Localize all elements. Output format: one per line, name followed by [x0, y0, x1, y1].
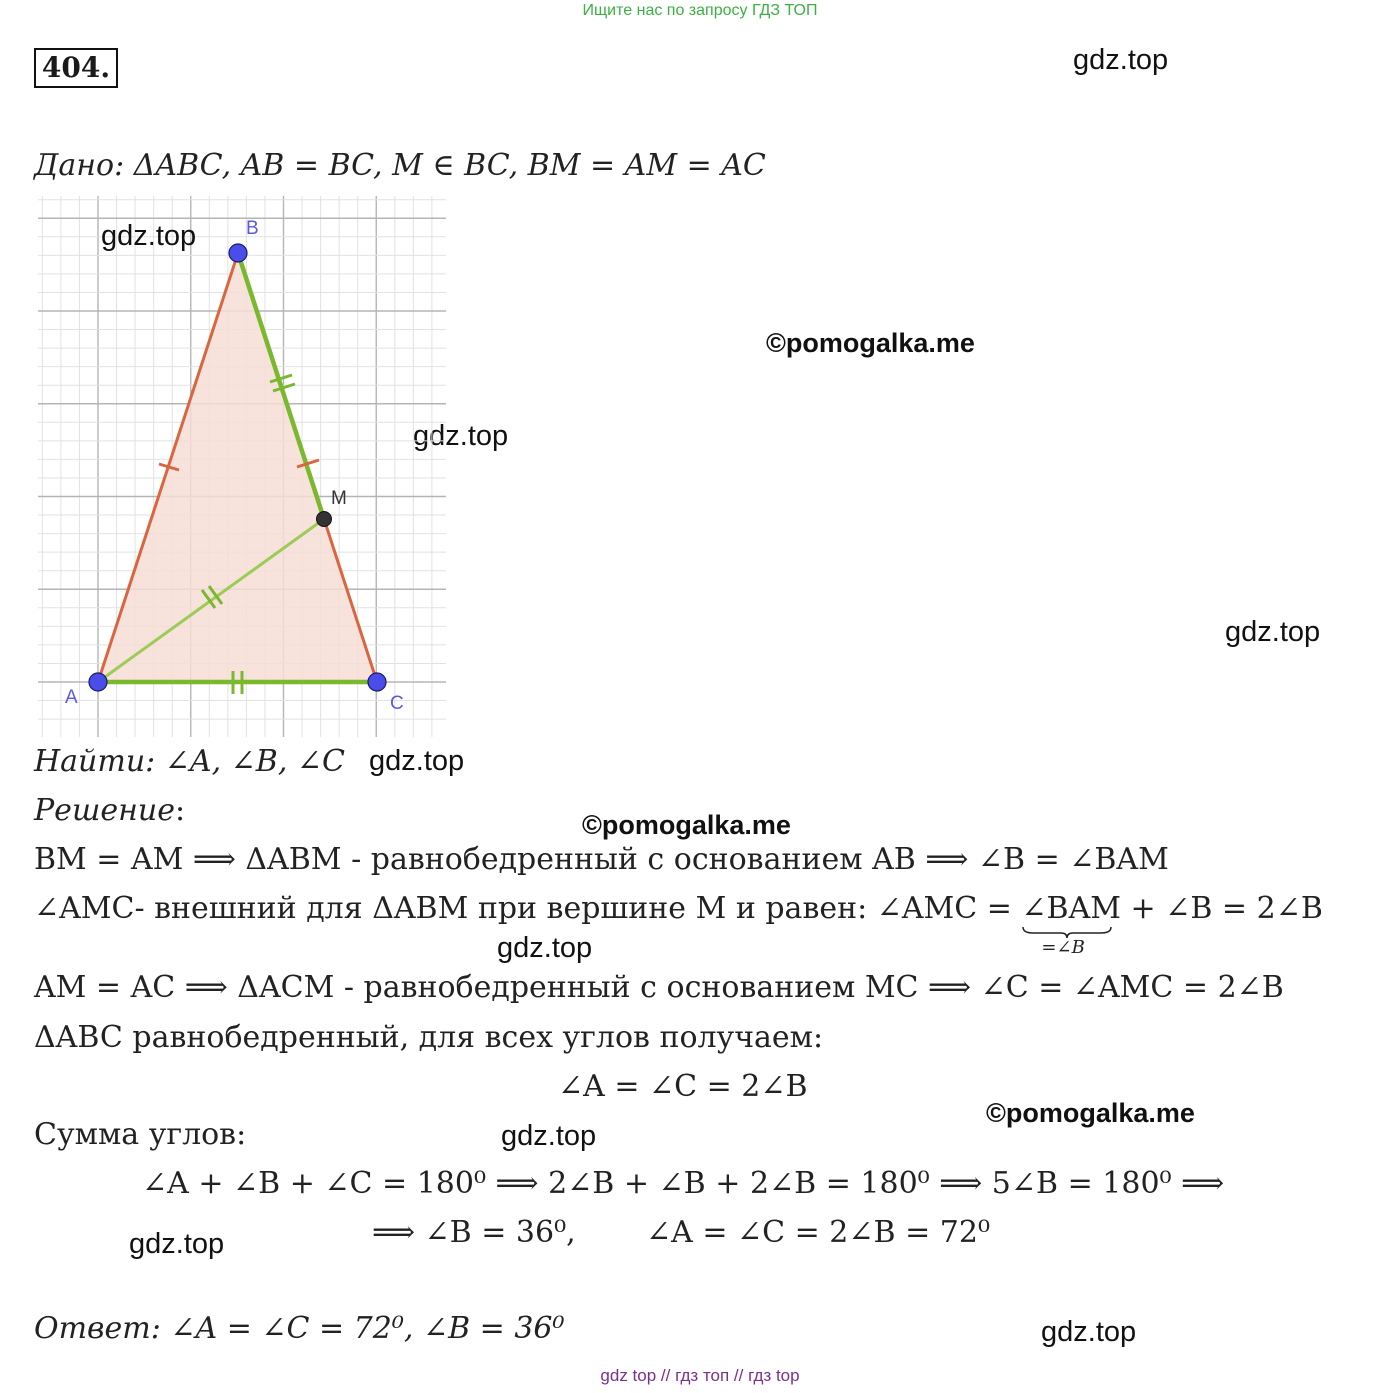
- solution-line-8b: ∠A = ∠C = 2∠B = 72⁰: [646, 1215, 990, 1250]
- watermark-pomogalka: ©pomogalka.me: [766, 328, 975, 358]
- point-a: [89, 673, 107, 691]
- solution-line-5: ∠A = ∠C = 2∠B: [558, 1069, 808, 1104]
- watermark-gdz: gdz.top: [1041, 1316, 1137, 1348]
- solution-colon: :: [174, 793, 186, 828]
- triangle-fill: [98, 253, 377, 682]
- find-label: Найти: [34, 744, 146, 779]
- solution-label: Решение: [34, 793, 175, 828]
- watermark-pomogalka: ©pomogalka.me: [582, 810, 791, 840]
- solution-line-1: BM = AM ⟹ ΔABM - равнобедренный с основанием AB ⟹ ∠B = ∠BAM: [34, 842, 1169, 877]
- label-a: A: [65, 687, 78, 708]
- answer-line: [34, 1311, 565, 1346]
- watermark-gdz: gdz.top: [369, 745, 465, 777]
- watermark-gdz: gdz.top: [501, 1120, 597, 1152]
- label-b: B: [246, 218, 259, 239]
- solution-line-7: ∠A + ∠B + ∠C = 180⁰ ⟹ 2∠B + ∠B + 2∠B = 180⁰ ⟹ 5∠B = 180⁰ ⟹: [142, 1166, 1225, 1201]
- underbrace-label: =∠B: [1041, 937, 1085, 958]
- point-b: [229, 244, 247, 262]
- solution-line-3: AM = AC ⟹ ΔACM - равнобедренный с основанием MC ⟹ ∠C = ∠AMC = 2∠B: [34, 970, 1284, 1005]
- brace-term-text: ∠BAM: [1021, 891, 1121, 926]
- watermark-gdz: gdz.top: [1225, 616, 1321, 648]
- given-label: Дано: [34, 148, 115, 183]
- solution-line-6: Сумма углов:: [34, 1117, 247, 1152]
- answer-text: : ∠A = ∠C = 72⁰, ∠B = 36⁰: [150, 1311, 565, 1346]
- watermark-gdz: gdz.top: [101, 220, 197, 252]
- find-text: : ∠A, ∠B, ∠C: [145, 744, 346, 779]
- solution-line-2-prefix: ∠AMC- внешний для ΔABM при вершине M и равен: ∠AMC =: [34, 891, 1022, 926]
- solution-line-8a: ⟹ ∠B = 36⁰,: [372, 1215, 576, 1250]
- given-text: : ΔABC, AB = BC, M ∈ BC, BM = AM = AC: [114, 148, 766, 183]
- watermark-gdz: gdz.top: [1073, 44, 1169, 76]
- label-c: C: [390, 693, 404, 714]
- solution-line-4: ΔABC равнобедренный, для всех углов получаем:: [34, 1020, 824, 1055]
- answer-label: Ответ: [34, 1311, 151, 1346]
- watermark-pomogalka: ©pomogalka.me: [986, 1098, 1195, 1128]
- solution-heading: [34, 793, 185, 828]
- top-banner[interactable]: Ищите нас по запросу ГДЗ ТОП: [582, 2, 818, 19]
- triangle-diagram: [34, 192, 454, 742]
- footer-links[interactable]: gdz top // гдз топ // гдз top: [600, 1366, 800, 1385]
- watermark-gdz: gdz.top: [129, 1228, 225, 1260]
- problem-number: 404.: [34, 48, 118, 88]
- point-c: [368, 673, 386, 691]
- solution-line-2-suffix: + ∠B = 2∠B: [1121, 891, 1323, 926]
- label-m: M: [331, 488, 347, 509]
- brace-term: [1021, 891, 1121, 958]
- watermark-gdz: gdz.top: [413, 420, 509, 452]
- watermark-gdz: gdz.top: [497, 932, 593, 964]
- given-line: [34, 148, 766, 183]
- point-m: [317, 512, 332, 527]
- find-line: [34, 744, 345, 779]
